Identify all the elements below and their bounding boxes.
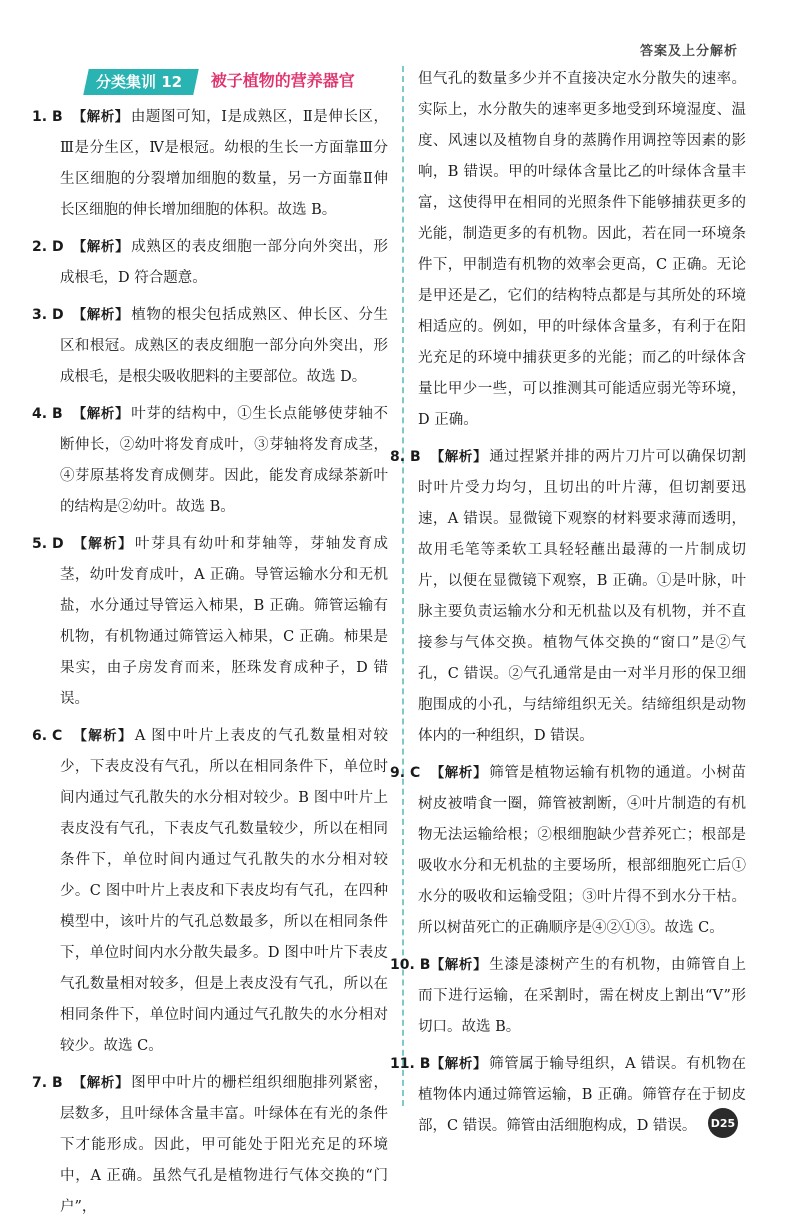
analysis-text: 由题图可知，Ⅰ是成熟区，Ⅱ是伸长区，Ⅲ是分生区，Ⅳ是根冠。幼根的生长一方面靠Ⅲ分生区细胞的分裂增加细胞的数量，另一方面靠Ⅱ伸长区细胞的伸长增加细胞的体积。故选 B。 — [60, 109, 388, 218]
question-number: 8. B — [390, 449, 421, 465]
question-number: 11. B — [390, 1056, 431, 1072]
answer-item-7-continued — [418, 64, 746, 436]
answer-item-4 — [32, 399, 389, 523]
answer-item-8 — [390, 442, 747, 752]
question-number: 2. D — [32, 239, 64, 255]
analysis-tag: 【解析】 — [72, 406, 130, 422]
answer-item-6 — [32, 721, 388, 1062]
analysis-text: 筛管属于输导组织，A 错误。有机物在植物体内通过筛管运输，B 正确。筛管存在于韧皮部，C 错误。筛管由活细胞构成，D 错误。 — [418, 1056, 746, 1134]
analysis-tag: 【解析】 — [430, 765, 488, 781]
analysis-text: 叶芽的结构中，①生长点能够使芽轴不断伸长，②幼叶将发育成叶，③芽轴将发育成茎，④芽原基将发育成侧芽。因此，能发育成绿茶新叶的结构是②幼叶。故选 B。 — [60, 406, 389, 515]
question-number: 6. C — [32, 728, 63, 744]
question-number: 4. B — [32, 406, 63, 422]
analysis-tag: 【解析】 — [72, 536, 133, 552]
analysis-tag: 【解析】 — [72, 728, 133, 744]
analysis-text: 筛管是植物运输有机物的通道。小树苗树皮被啃食一圈，筛管被割断，④叶片制造的有机物无法运输给根；②根细胞缺少营养死亡；根部是吸收水分和无机盐的主要场所，根部细胞死亡后①水分的吸收和运输受阻；③叶片得不到水分干枯。所以树苗死亡的正确顺序是④②①③。故选 C。 — [418, 765, 747, 936]
analysis-text: 叶芽具有幼叶和芽轴等，芽轴发育成茎，幼叶发育成叶，A 正确。导管运输水分和无机盐，水分通过导管运入柿果，B 正确。筛管运输有机物，有机物通过筛管运入柿果，C 正确。柿果是果实，由子房发育而来，胚珠发育成种子，D 错误。 — [60, 536, 388, 707]
section-badge: 分类集训 12 — [83, 69, 199, 95]
analysis-tag: 【解析】 — [430, 449, 488, 465]
analysis-tag: 【解析】 — [72, 109, 129, 125]
question-number: 1. B — [32, 109, 63, 125]
analysis-text: 生漆是漆树产生的有机物，由筛管自上而下进行运输，在采割时，需在树皮上割出“V”形切口。故选 B。 — [418, 957, 747, 1035]
question-number: 9. C — [390, 765, 421, 781]
answer-item-9 — [390, 758, 747, 944]
analysis-tag: 【解析】 — [430, 1056, 488, 1072]
question-number: 5. D — [32, 536, 64, 552]
answer-item-2 — [32, 232, 389, 294]
page-number: D25 — [708, 1108, 738, 1138]
analysis-text: 图甲中叶片的栅栏组织细胞排列紧密，层数多，且叶绿体含量丰富。叶绿体在有光的条件下才能形成。因此，甲可能处于阳光充足的环境中，A 正确。虽然气孔是植物进行气体交换的“门户”， — [60, 1075, 389, 1215]
analysis-text: A 图中叶片上表皮的气孔数量相对较少，下表皮没有气孔，所以在相同条件下，单位时间内通过气孔散失的水分相对较少。B 图中叶片上表皮没有气孔，下表皮气孔数量较少，所以在相同条件下，单位时间内通过气孔散失的水分相对较少。C 图中叶片上表皮和下表皮均有气孔，在四种模型中，该叶片的气孔总数最多，所以在相同条件下，单位时间内水分散失最多。D 图中叶片下表皮气孔数量相对较多，但是上表皮没有气孔，所以在相同条件下，单位时间内通过气孔散失的水分相对较少。故选 C。 — [60, 728, 388, 1054]
section-title — [86, 68, 388, 96]
analysis-tag: 【解析】 — [72, 1075, 130, 1091]
left-column — [32, 68, 389, 1223]
analysis-text: 成熟区的表皮细胞一部分向外突出，形成根毛，D 符合题意。 — [60, 239, 389, 286]
section-heading: 被子植物的营养器官 — [210, 71, 355, 90]
question-number: 10. B — [390, 957, 431, 973]
analysis-tag: 【解析】 — [72, 307, 130, 323]
analysis-tag: 【解析】 — [72, 239, 130, 255]
question-number: 3. D — [32, 307, 64, 323]
answer-item-11 — [390, 1049, 746, 1142]
analysis-tag: 【解析】 — [430, 957, 488, 973]
answer-item-1 — [32, 102, 388, 226]
analysis-text: 但气孔的数量多少并不直接决定水分散失的速率。实际上，水分散失的速率更多地受到环境湿度、温度、风速以及植物自身的蒸腾作用调控等因素的影响，B 错误。甲的叶绿体含量比乙的叶绿体含量丰富，这使得甲在相同的光照条件下能够捕获更多的光能，制造更多的有机物。因此，若在同一环境条件下，甲制造有机物的效率会更高，C 正确。无论是甲还是乙，它们的结构特点都是与其所处的环境相适应的。例如，甲的叶绿体含量多，有利于在阳光充足的环境中捕获更多的光能；而乙的叶绿体含量比甲少一些，可以推测其可能适应弱光等环境，D 正确。 — [418, 71, 746, 428]
answer-item-10 — [390, 950, 747, 1043]
right-column — [390, 64, 747, 1142]
analysis-text: 植物的根尖包括成熟区、伸长区、分生区和根冠。成熟区的表皮细胞一部分向外突出，形成根毛，是根尖吸收肥料的主要部位。故选 D。 — [60, 307, 389, 385]
analysis-text: 通过捏紧并排的两片刀片可以确保切割时叶片受力均匀，且切出的叶片薄，但切割要迅速，A 错误。显微镜下观察的材料要求薄而透明，故用毛笔等柔软工具轻轻蘸出最薄的一片制成切片，以便在显微镜下观察，B 正确。①是叶脉，叶脉主要负责运输水分和无机盐以及有机物，并不直接参与气体交换。植物气体交换的“窗口”是②气孔，C 错误。②气孔通常是由一对半月形的保卫细胞围成的小孔，与结缔组织无关。结缔组织是动物体内的一种组织，D 错误。 — [418, 449, 747, 744]
answer-item-5 — [32, 529, 388, 715]
answer-item-7 — [32, 1068, 389, 1223]
answer-item-3 — [32, 300, 389, 393]
page-header: 答案及上分解析 — [639, 44, 738, 59]
question-number: 7. B — [32, 1075, 63, 1091]
